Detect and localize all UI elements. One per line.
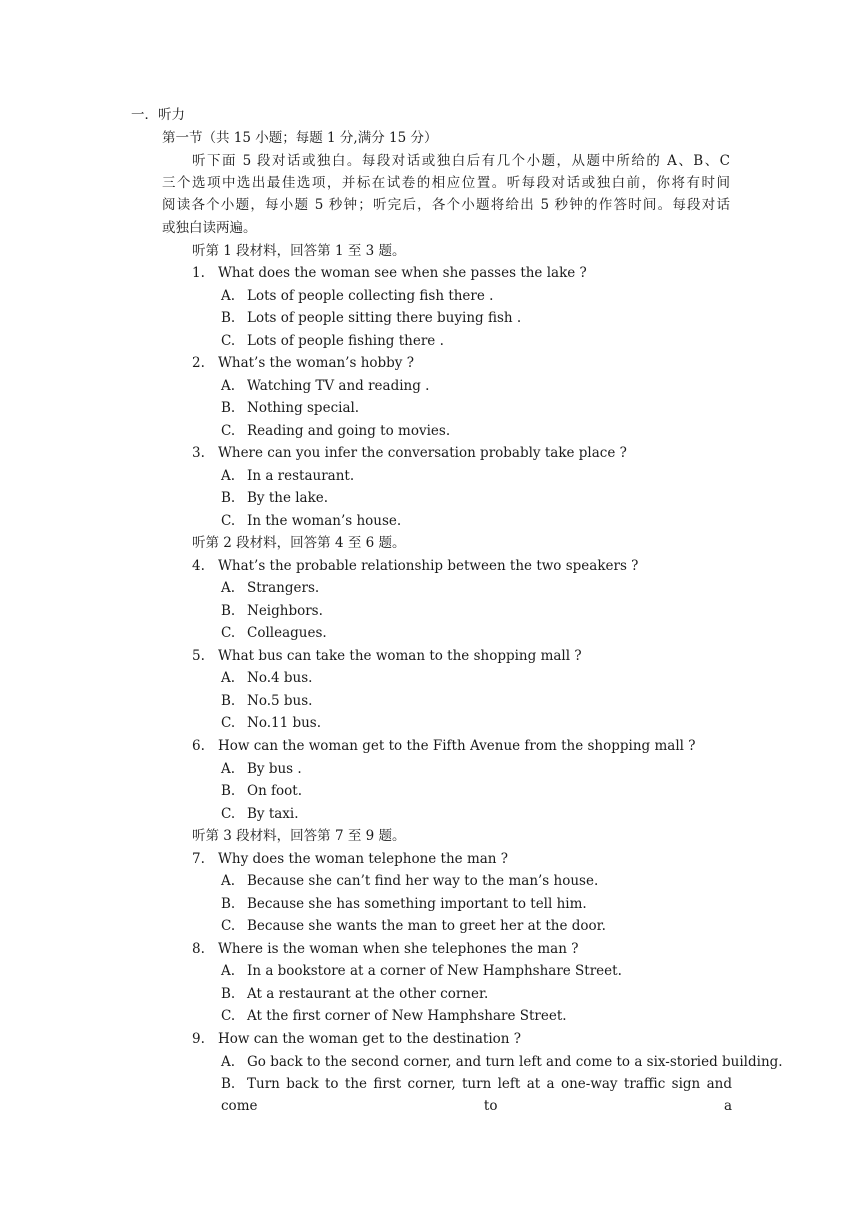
option [221, 420, 450, 442]
option-text: By taxi. [247, 806, 299, 822]
option-text: Lots of people sitting there buying fish . [247, 310, 522, 326]
instruction-line: 听下面 5 段对话或独白。每段对话或独白后有几个小题，从题中所给的 A、B、C [192, 153, 730, 169]
option-text: At the first corner of New Hamphshare Street. [247, 1008, 567, 1024]
option-text: Because she has something important to tell him. [247, 896, 587, 912]
option-letter: C. [221, 513, 236, 529]
question-number: 9. [192, 1031, 205, 1047]
option-text: By bus . [247, 761, 302, 777]
question [192, 555, 638, 577]
option [221, 780, 302, 802]
option-text: Watching TV and reading . [247, 378, 430, 394]
option-letter: B. [221, 1076, 236, 1092]
option-letter: B. [221, 693, 236, 709]
option [221, 307, 521, 329]
option-letter: A. [221, 580, 236, 596]
question [192, 735, 696, 757]
option-letter: A. [221, 670, 236, 686]
question-number: 1. [192, 265, 205, 281]
option-text: By the lake. [247, 490, 329, 506]
option [221, 600, 323, 622]
question [192, 442, 627, 464]
option [221, 712, 321, 734]
option-letter: A. [221, 378, 236, 394]
option-text: At a restaurant at the other corner. [247, 986, 489, 1002]
option-letter: A. [221, 1054, 236, 1070]
option-letter: C. [221, 918, 236, 934]
group-intro: 听第 1 段材料，回答第 1 至 3 题。 [192, 243, 406, 259]
option-text: Turn back to the first corner, turn left at a one-way traffic sign and come to a [221, 1076, 732, 1114]
question [192, 645, 582, 667]
option-letter: B. [221, 783, 236, 799]
option-text: Colleagues. [247, 625, 327, 641]
option [221, 1051, 783, 1073]
option-text: Lots of people collecting fish there . [247, 288, 494, 304]
option [221, 893, 587, 915]
option-text: No.4 bus. [247, 670, 313, 686]
part-heading: 第一节（共 15 小题；每题 1 分,满分 15 分） [162, 130, 438, 146]
option [221, 487, 328, 509]
question-number: 8. [192, 941, 205, 957]
option-letter: C. [221, 625, 236, 641]
option-text: Lots of people fishing there . [247, 333, 444, 349]
option-letter: A. [221, 761, 236, 777]
option-letter: C. [221, 806, 236, 822]
option [221, 758, 302, 780]
option [221, 465, 354, 487]
section-heading: 一．听力 [131, 107, 185, 123]
option [221, 397, 359, 419]
option-text: Because she can’t find her way to the man’s house. [247, 873, 599, 889]
group-intro: 听第 3 段材料，回答第 7 至 9 题。 [192, 828, 406, 844]
option-letter: B. [221, 310, 236, 326]
question-text: How can the woman get to the destination ? [218, 1031, 521, 1047]
question-text: How can the woman get to the Fifth Avenue from the shopping mall ? [218, 738, 696, 754]
option-letter: B. [221, 603, 236, 619]
question-text: Where can you infer the conversation probably take place ? [218, 445, 627, 461]
question-text: What’s the probable relationship between the two speakers ? [218, 558, 639, 574]
question [192, 1028, 521, 1050]
group-intro: 听第 2 段材料，回答第 4 至 6 题。 [192, 535, 406, 551]
question-text: What does the woman see when she passes the lake ? [218, 265, 587, 281]
option [221, 510, 401, 532]
question-text: Where is the woman when she telephones the man ? [218, 941, 579, 957]
option-text: Because she wants the man to greet her at the door. [247, 918, 606, 934]
option-letter: A. [221, 873, 236, 889]
question-number: 7. [192, 851, 205, 867]
option [221, 285, 493, 307]
question [192, 262, 587, 284]
option [221, 375, 429, 397]
option-letter: B. [221, 896, 236, 912]
option-text: Go back to the second corner, and turn left and come to a six-storied building. [247, 1054, 783, 1070]
option-letter: A. [221, 468, 236, 484]
option [221, 622, 327, 644]
question-number: 5. [192, 648, 205, 664]
option-text: In a restaurant. [247, 468, 355, 484]
option-text: No.5 bus. [247, 693, 313, 709]
option [221, 803, 299, 825]
option-text: Neighbors. [247, 603, 323, 619]
question-text: What bus can take the woman to the shopping mall ? [218, 648, 582, 664]
option-letter: A. [221, 288, 236, 304]
option [221, 1073, 732, 1114]
question [192, 848, 508, 870]
option [221, 1005, 567, 1027]
option [221, 667, 312, 689]
option-letter: B. [221, 490, 236, 506]
option-text: In the woman’s house. [247, 513, 402, 529]
question-text: What’s the woman’s hobby ? [218, 355, 414, 371]
option [221, 330, 444, 352]
option-text: No.11 bus. [247, 715, 322, 731]
option-text: In a bookstore at a corner of New Hamphshare Street. [247, 963, 622, 979]
option-text: Reading and going to movies. [247, 423, 451, 439]
option-letter: C. [221, 1008, 236, 1024]
option-letter: A. [221, 963, 236, 979]
option [221, 690, 312, 712]
option-letter: B. [221, 986, 236, 1002]
option [221, 870, 598, 892]
option [221, 960, 622, 982]
question [192, 352, 414, 374]
question-number: 2. [192, 355, 205, 371]
question-number: 3. [192, 445, 205, 461]
option-text: On foot. [247, 783, 303, 799]
option [221, 915, 606, 937]
question-number: 4. [192, 558, 205, 574]
option-letter: C. [221, 333, 236, 349]
instruction-line: 或独白读两遍。 [162, 220, 257, 236]
option-letter: B. [221, 400, 236, 416]
question-number: 6. [192, 738, 205, 754]
option-letter: C. [221, 423, 236, 439]
instruction-line: 阅读各个小题，每小题 5 秒钟；听完后，各个小题将给出 5 秒钟的作答时间。每段对话 [162, 197, 730, 213]
instruction-line: 三个选项中选出最佳选项，并标在试卷的相应位置。听每段对话或独白前，你将有时间 [162, 175, 730, 191]
option [221, 577, 319, 599]
option-text: Strangers. [247, 580, 320, 596]
question [192, 938, 578, 960]
option-letter: C. [221, 715, 236, 731]
option [221, 983, 488, 1005]
option-text: Nothing special. [247, 400, 360, 416]
question-text: Why does the woman telephone the man ? [218, 851, 509, 867]
